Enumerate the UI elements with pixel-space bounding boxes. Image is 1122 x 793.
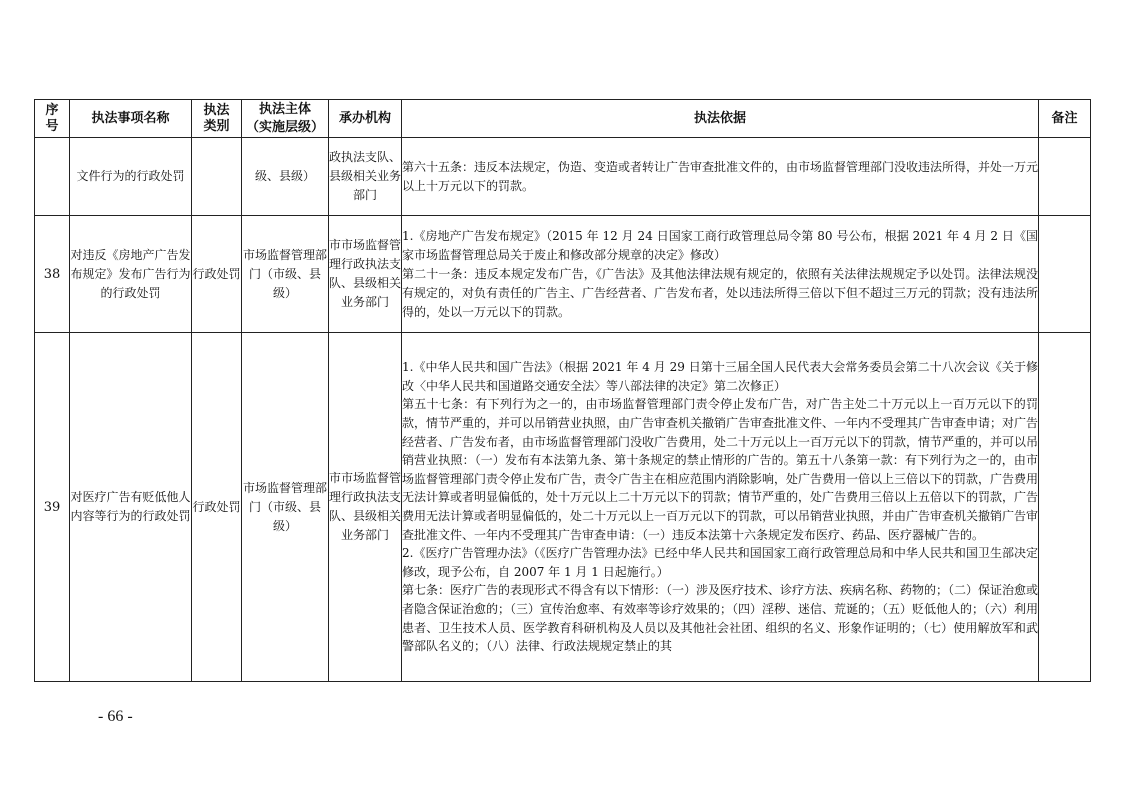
row-agency: 政执法支队、县级相关业务部门: [329, 138, 402, 216]
table-row: [35, 216, 1091, 333]
row-subject: 市场监督管理部门（市级、县级）: [242, 333, 329, 682]
row-basis: [402, 216, 1039, 333]
header-seq: 序号: [35, 100, 70, 138]
row-basis: [402, 138, 1039, 216]
basis-paragraph: 1.《中华人民共和国广告法》（根据 2021 年 4 月 29 日第十三届全国人民代表大会常务委员会第二十八次会议《关于修改〈中华人民共和国道路交通安全法〉等八部法律的决定》第二次修正）: [402, 360, 1038, 393]
basis-paragraph: 第二十一条：违反本规定发布广告，《广告法》及其他法律法规有规定的，依照有关法律法规规定予以处罚。法律法规没有规定的，对负有责任的广告主、广告经营者、广告发布者，处以违法所得三倍以下但不超过三万元的罚款；没有违法所得的，处以一万元以下的罚款。: [402, 266, 1039, 319]
header-row: [35, 100, 1091, 138]
table-row: [35, 138, 1091, 216]
page-number: - 66 -: [98, 708, 133, 725]
row-basis: [402, 333, 1039, 682]
row-category: 行政处罚: [192, 333, 242, 682]
row-agency: 市市场监督管理行政执法支队、县级相关业务部门: [329, 216, 402, 333]
basis-paragraph: 第六十五条：违反本法规定，伪造、变造或者转让广告审查批准文件的，由市场监督管理部门没收违法所得，并处一万元以上十万元以下的罚款。: [402, 159, 1039, 193]
header-agency: 承办机构: [329, 100, 402, 138]
enforcement-table: [34, 99, 1091, 682]
header-subject: [242, 100, 329, 138]
header-name: 执法事项名称: [70, 100, 192, 138]
header-subject-line1: 执法主体: [258, 101, 311, 117]
row-seq: 38: [35, 216, 70, 333]
header-basis: 执法依据: [402, 100, 1039, 138]
basis-paragraph: 1.《房地产广告发布规定》（2015 年 12 月 24 日国家工商行政管理总局令第 80 号公布，根据 2021 年 4 月 2 日《国家市场监督管理总局关于废止和修改部分规章的决定》修改）: [402, 228, 1038, 262]
row-category: 行政处罚: [192, 216, 242, 333]
row-subject: 级、县级）: [242, 138, 329, 216]
row-remarks: [1039, 333, 1091, 682]
basis-paragraph: 第五十七条：有下列行为之一的，由市场监督管理部门责令停止发布广告，对广告主处二十万元以上一百万元以下的罚款，情节严重的，并可以吊销营业执照，由广告审查机关撤销广告审查批准文件、一年内不受理其广告审查申请；对广告经营者、广告发布者，由市场监督管理部门没收广告费用，处二十万元以上一百万元以下的罚款，情节严重的，并可以吊销营业执照：（一）发布有本法第九条、第十条规定的禁止情形的广告的。第五十八条第一款：有下列行为之一的，由市场监督管理部门责令停止发布广告，责令广告主在相应范围内消除影响，处广告费用一倍以上三倍以下的罚款，广告费用无法计算或者明显偏低的，处十万元以上二十万元以下的罚款；情节严重的，处广告费用三倍以上五倍以下的罚款，广告费用无法计算或者明显偏低的，处二十万元以上一百万元以下的罚款，可以吊销营业执照，并由广告审查机关撤销广告审查批准文件、一年内不受理其广告审查申请：（一）违反本法第十六条规定发布医疗、药品、医疗器械广告的。: [402, 397, 1039, 542]
row-seq: 39: [35, 333, 70, 682]
table-row: [35, 333, 1091, 682]
header-remarks: 备注: [1039, 100, 1091, 138]
basis-paragraph: 第七条：医疗广告的表现形式不得含有以下情形：（一）涉及医疗技术、诊疗方法、疾病名称、药物的；（二）保证治愈或者隐含保证治愈的；（三）宣传治愈率、有效率等诊疗效果的；（四）淫秽、迷信、荒诞的；（五）贬低他人的；（六）利用患者、卫生技术人员、医学教育科研机构及人员以及其他社会社团、组织的名义、形象作证明的；（七）使用解放军和武警部队名义的；（八）法律、行政法规规定禁止的其: [402, 583, 1039, 654]
row-seq: [35, 138, 70, 216]
row-agency: 市市场监督管理行政执法支队、县级相关业务部门: [329, 333, 402, 682]
header-subject-line2: （实施层级）: [245, 119, 324, 135]
row-subject: 市场监督管理部门（市级、县级）: [242, 216, 329, 333]
row-remarks: [1039, 216, 1091, 333]
row-name: 文件行为的行政处罚: [70, 138, 192, 216]
basis-paragraph: 2.《医疗广告管理办法》（《医疗广告管理办法》已经中华人民共和国国家工商行政管理总局和中华人民共和国卫生部决定修改，现予公布，自 2007 年 1 月 1 日起施行。）: [402, 546, 1038, 579]
row-remarks: [1039, 138, 1091, 216]
row-category: [192, 138, 242, 216]
header-category: 执法类别: [192, 100, 242, 138]
row-name: 对医疗广告有贬低他人内容等行为的行政处罚: [70, 333, 192, 682]
row-name: 对违反《房地产广告发布规定》发布广告行为的行政处罚: [70, 216, 192, 333]
